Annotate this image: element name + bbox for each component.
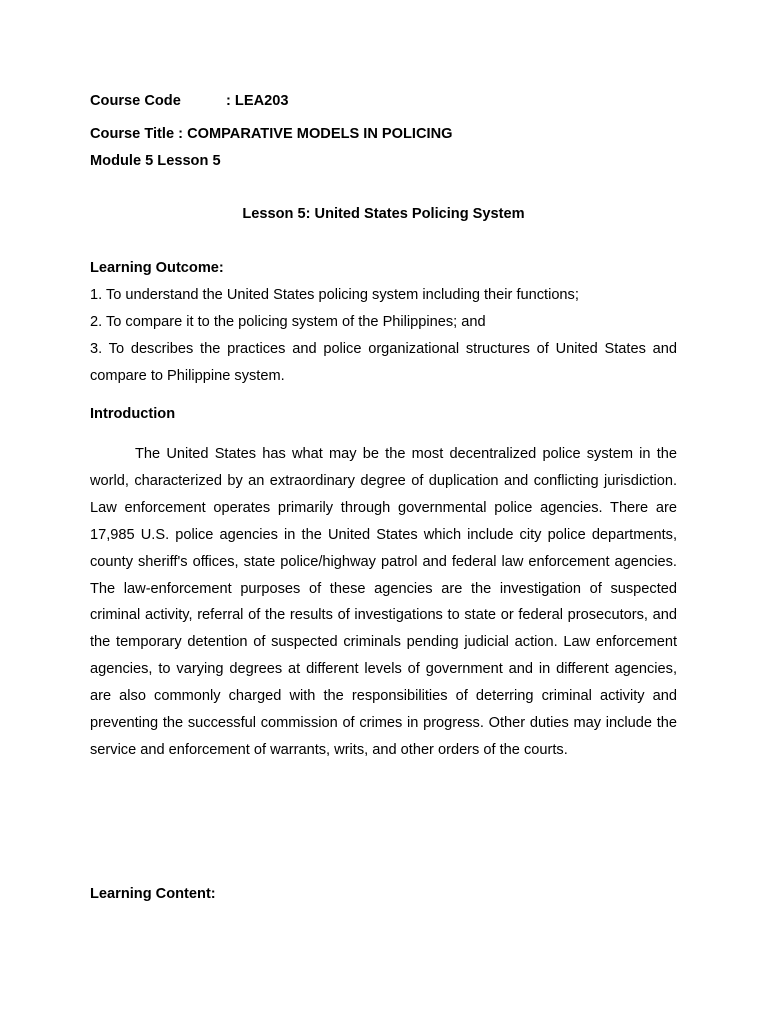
learning-outcome-list	[90, 282, 677, 390]
course-title-row	[90, 126, 452, 142]
course-code-value: : LEA203	[226, 93, 289, 109]
course-code-row	[90, 93, 288, 109]
introduction-heading: Introduction	[90, 406, 176, 422]
learning-content-heading: Learning Content:	[90, 886, 216, 902]
learning-outcome-heading: Learning Outcome:	[90, 260, 224, 276]
introduction-paragraph: The United States has what may be the most decentralized police system in the world, characterized by an extraordinary degree of duplication and conflicting jurisdiction. Law enforcement operates primarily through governmental police agencies. There are 17,985 U.S. police agencies in the United States which include city police departments, county sheriff's offices, state police/highway patrol and federal law enforcement agencies. The law-enforcement purposes of these agencies are the investigation of suspected criminal activity, referral of the results of investigations to state or federal prosecutors, and the temporary detention of suspected criminals pending judicial action. Law enforcement agencies, to varying degrees at different levels of government and in different agencies, are also commonly charged with the responsibilities of deterring criminal activity and preventing the successful commission of crimes in progress. Other duties may include the service and enforcement of warrants, writs, and other orders of the courts.	[90, 446, 677, 758]
learning-outcome-item: 1. To understand the United States policing system including their functions;	[90, 287, 579, 303]
learning-outcome-item: 3. To describes the practices and police organizational structures of United States and compare to Philippine system.	[90, 341, 677, 384]
course-title-label: Course Title	[90, 126, 175, 142]
course-code-label: Course Code	[90, 93, 181, 109]
lesson-heading: Lesson 5: United States Policing System	[242, 206, 525, 222]
module-lesson: Module 5 Lesson 5	[90, 153, 221, 169]
course-title-separator: :	[178, 126, 184, 142]
course-title-value: COMPARATIVE MODELS IN POLICING	[187, 126, 453, 142]
learning-outcome-item: 2. To compare it to the policing system of the Philippines; and	[90, 314, 486, 330]
